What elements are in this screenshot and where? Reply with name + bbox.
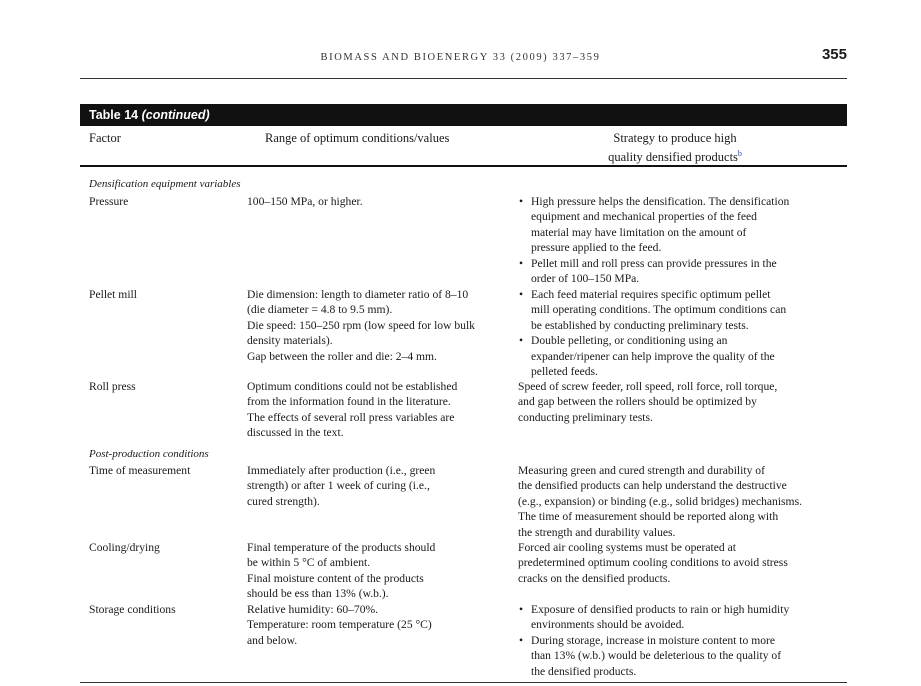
- range-pellet-mill: [247, 287, 512, 364]
- range-pressure: [247, 194, 512, 209]
- column-header-strategy-line2-text: quality densified products: [608, 150, 738, 165]
- range-cooling-drying: [247, 540, 512, 602]
- range-line: Die speed: 150–250 rpm (low speed for low bulk: [247, 318, 475, 332]
- strategy-line: Measuring green and cured strength and durability of: [518, 464, 765, 477]
- bullet-item: [518, 256, 843, 287]
- range-line: Final moisture content of the products: [247, 571, 424, 585]
- bullet-item: [518, 194, 843, 256]
- range-line: cured strength).: [247, 494, 320, 508]
- range-storage-conditions: [247, 602, 512, 648]
- page-number: 355: [821, 46, 847, 63]
- factor-storage-conditions: Storage conditions: [89, 603, 176, 616]
- table-title-bar: [80, 104, 847, 126]
- strategy-line: (e.g., expansion) or binding (e.g., solid bridges) mechanisms.: [518, 494, 802, 508]
- range-line: should be ess than 13% (w.b.).: [247, 587, 389, 601]
- strategy-line: environments should be avoided.: [531, 618, 685, 632]
- range-roll-press: [247, 379, 512, 441]
- range-line: 100–150 MPa, or higher.: [247, 195, 363, 208]
- strategy-line: mill operating conditions. The optimum conditions can: [531, 303, 787, 317]
- strategy-line: • During storage, increase in moisture content to more: [531, 633, 776, 647]
- strategy-line: The time of measurement should be reported along with: [518, 510, 779, 524]
- strategy-line: conducting preliminary tests.: [518, 410, 653, 424]
- section-title-densification: Densification equipment variables: [89, 178, 241, 190]
- strategy-line: equipment and mechanical properties of the feed: [531, 210, 757, 224]
- strategy-line: • Each feed material requires specific optimum pellet: [531, 288, 771, 301]
- bullet-item: [518, 287, 843, 333]
- range-line: density materials).: [247, 334, 333, 348]
- strategy-cooling-drying: [518, 540, 843, 586]
- strategy-line: expander/ripener can help improve the quality of the: [531, 349, 775, 363]
- strategy-line: order of 100–150 MPa.: [531, 272, 640, 286]
- strategy-line: Speed of screw feeder, roll speed, roll force, roll torque,: [518, 380, 778, 393]
- range-line: be within 5 °C of ambient.: [247, 556, 371, 570]
- strategy-pressure: [518, 194, 843, 286]
- column-header-factor: Factor: [89, 131, 121, 145]
- strategy-pellet-mill: [518, 287, 843, 379]
- column-header-strategy: [560, 130, 790, 165]
- column-header-strategy-line2: [560, 146, 790, 165]
- strategy-line: Forced air cooling systems must be operated at: [518, 541, 736, 554]
- range-line: Gap between the roller and die: 2–4 mm.: [247, 349, 437, 363]
- strategy-line: the densified products.: [531, 664, 637, 678]
- section-title-post-production: Post-production conditions: [89, 448, 209, 460]
- header-rule: [80, 78, 847, 79]
- range-line: Final temperature of the products should: [247, 541, 436, 554]
- column-header-strategy-line1: Strategy to produce high: [613, 131, 737, 145]
- table-title-italic: (continued): [141, 108, 210, 122]
- range-line: Immediately after production (i.e., green: [247, 464, 436, 477]
- range-line: Optimum conditions could not be established: [247, 380, 458, 393]
- strategy-line: the densified products can help understand the destructive: [518, 479, 787, 493]
- range-line: from the information found in the literature.: [247, 395, 451, 409]
- column-header-range: Range of optimum conditions/values: [265, 131, 450, 145]
- range-line: The effects of several roll press variables are: [247, 410, 455, 424]
- strategy-line: the strength and durability values.: [518, 525, 676, 539]
- table-title-bold: Table 14: [89, 108, 142, 122]
- factor-time-of-measurement: Time of measurement: [89, 464, 191, 477]
- range-line: Relative humidity: 60–70%.: [247, 603, 379, 616]
- strategy-line: • Pellet mill and roll press can provide pressures in the: [531, 256, 777, 270]
- strategy-time-of-measurement: [518, 463, 843, 540]
- strategy-line: cracks on the densified products.: [518, 571, 671, 585]
- bullet-item: [518, 333, 843, 379]
- bullet-item: [518, 633, 843, 679]
- strategy-line: predetermined optimum cooling conditions to avoid stress: [518, 556, 788, 570]
- strategy-line: and gap between the rollers should be optimized by: [518, 395, 757, 409]
- range-line: discussed in the text.: [247, 426, 344, 440]
- strategy-line: pelleted feeds.: [531, 365, 598, 379]
- table-bottom-rule: [80, 682, 847, 683]
- header-rule-thick: [80, 165, 847, 167]
- range-line: Temperature: room temperature (25 °C): [247, 618, 432, 632]
- bullet-item: [518, 602, 843, 633]
- strategy-line: • Exposure of densified products to rain or high humidity: [531, 603, 790, 616]
- range-line: (die diameter = 4.8 to 9.5 mm).: [247, 303, 393, 317]
- strategy-line: material may have limitation on the amount of: [531, 225, 747, 239]
- strategy-roll-press: [518, 379, 843, 425]
- range-line: and below.: [247, 633, 298, 647]
- bullet-list: [518, 194, 843, 286]
- strategy-line: than 13% (w.b.) would be deleterious to the quality of: [531, 649, 782, 663]
- range-line: strength) or after 1 week of curing (i.e.,: [247, 479, 430, 493]
- bullet-list: [518, 602, 843, 679]
- strategy-storage-conditions: [518, 602, 843, 679]
- journal-running-header: BIOMASS AND BIOENERGY 33 (2009) 337–359: [320, 52, 601, 63]
- strategy-line: be established by conducting preliminary tests.: [531, 318, 749, 332]
- factor-pressure: Pressure: [89, 195, 129, 208]
- strategy-line: • High pressure helps the densification. The densification: [531, 195, 790, 208]
- factor-cooling-drying: Cooling/drying: [89, 541, 160, 554]
- range-time-of-measurement: [247, 463, 512, 509]
- strategy-line: pressure applied to the feed.: [531, 241, 662, 255]
- strategy-line: • Double pelleting, or conditioning using an: [531, 334, 728, 348]
- bullet-list: [518, 287, 843, 379]
- factor-roll-press: Roll press: [89, 380, 136, 393]
- range-line: Die dimension: length to diameter ratio of 8–10: [247, 288, 469, 301]
- factor-pellet-mill: Pellet mill: [89, 288, 137, 301]
- footnote-marker[interactable]: b: [737, 149, 742, 158]
